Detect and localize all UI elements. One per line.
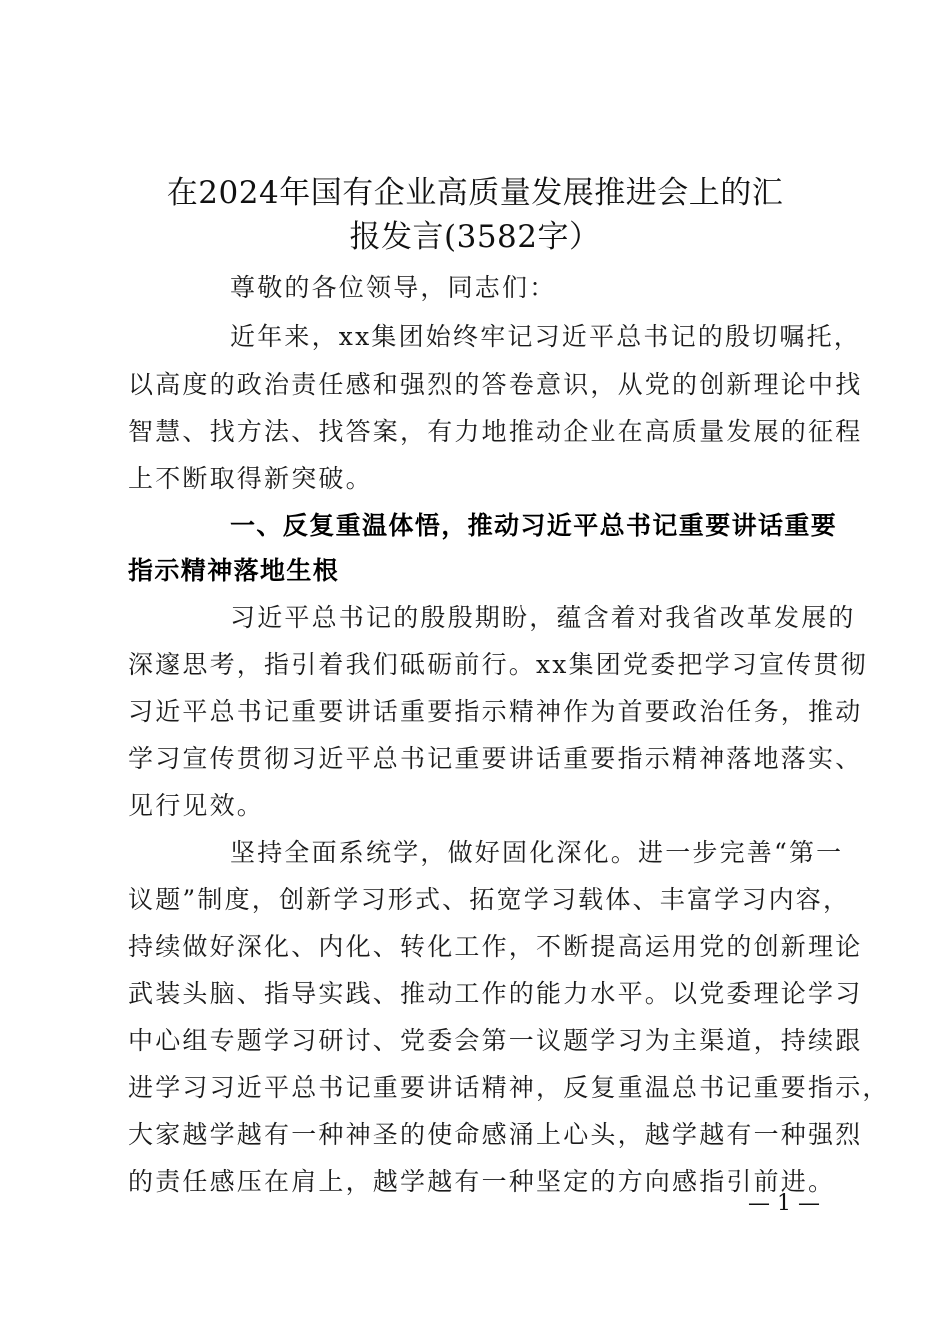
paragraph-line: 坚持全面系统学，做好固化深化。进一步完善“第一 (230, 838, 844, 867)
paragraph-line: 深邃思考，指引着我们砥砺前行。xx集团党委把学习宣传贯彻 (128, 650, 868, 679)
intro-line: 近年来，xx集团始终牢记习近平总书记的殷切嘱托， (230, 322, 862, 351)
paragraph-line: 习近平总书记的殷殷期盼，蕴含着对我省改革发展的 (230, 603, 856, 632)
paragraph-line: 大家越学越有一种神圣的使命感涌上心头，越学越有一种强烈 (128, 1120, 863, 1149)
intro-line: 智慧、找方法、找答案，有力地推动企业在高质量发展的征程 (128, 417, 863, 446)
section-heading: 一、反复重温体悟，推动习近平总书记重要讲话重要 (230, 511, 838, 540)
paragraph-line: 见行见效。 (128, 791, 265, 820)
salutation: 尊敬的各位领导，同志们： (230, 273, 557, 302)
paragraph-line: 的责任感压在肩上，越学越有一种坚定的方向感指引前进。 (128, 1167, 836, 1196)
paragraph-line: 武装头脑、指导实践、推动工作的能力水平。以党委理论学习 (128, 979, 863, 1008)
page-number: — 1 — (748, 1191, 820, 1216)
document-title-line-2: 报发言(3582字） (349, 219, 601, 255)
intro-line: 以高度的政治责任感和强烈的答卷意识，从党的创新理论中找 (128, 370, 863, 399)
document-title-line-1: 在2024年国有企业高质量发展推进会上的汇 (166, 175, 784, 211)
paragraph-line: 进学习习近平总书记重要讲话精神，反复重温总书记重要指示， (128, 1073, 890, 1102)
paragraph-line: 学习宣传贯彻习近平总书记重要讲话重要指示精神落地落实、 (128, 744, 863, 773)
paragraph-line: 议题”制度，创新学习形式、拓宽学习载体、丰富学习内容， (128, 885, 851, 914)
section-heading: 指示精神落地生根 (128, 556, 340, 585)
paragraph-line: 中心组专题学习研讨、党委会第一议题学习为主渠道，持续跟 (128, 1026, 863, 1055)
intro-line: 上不断取得新突破。 (128, 464, 373, 493)
paragraph-line: 习近平总书记重要讲话重要指示精神作为首要政治任务，推动 (128, 697, 863, 726)
paragraph-line: 持续做好深化、内化、转化工作，不断提高运用党的创新理论 (128, 932, 863, 961)
